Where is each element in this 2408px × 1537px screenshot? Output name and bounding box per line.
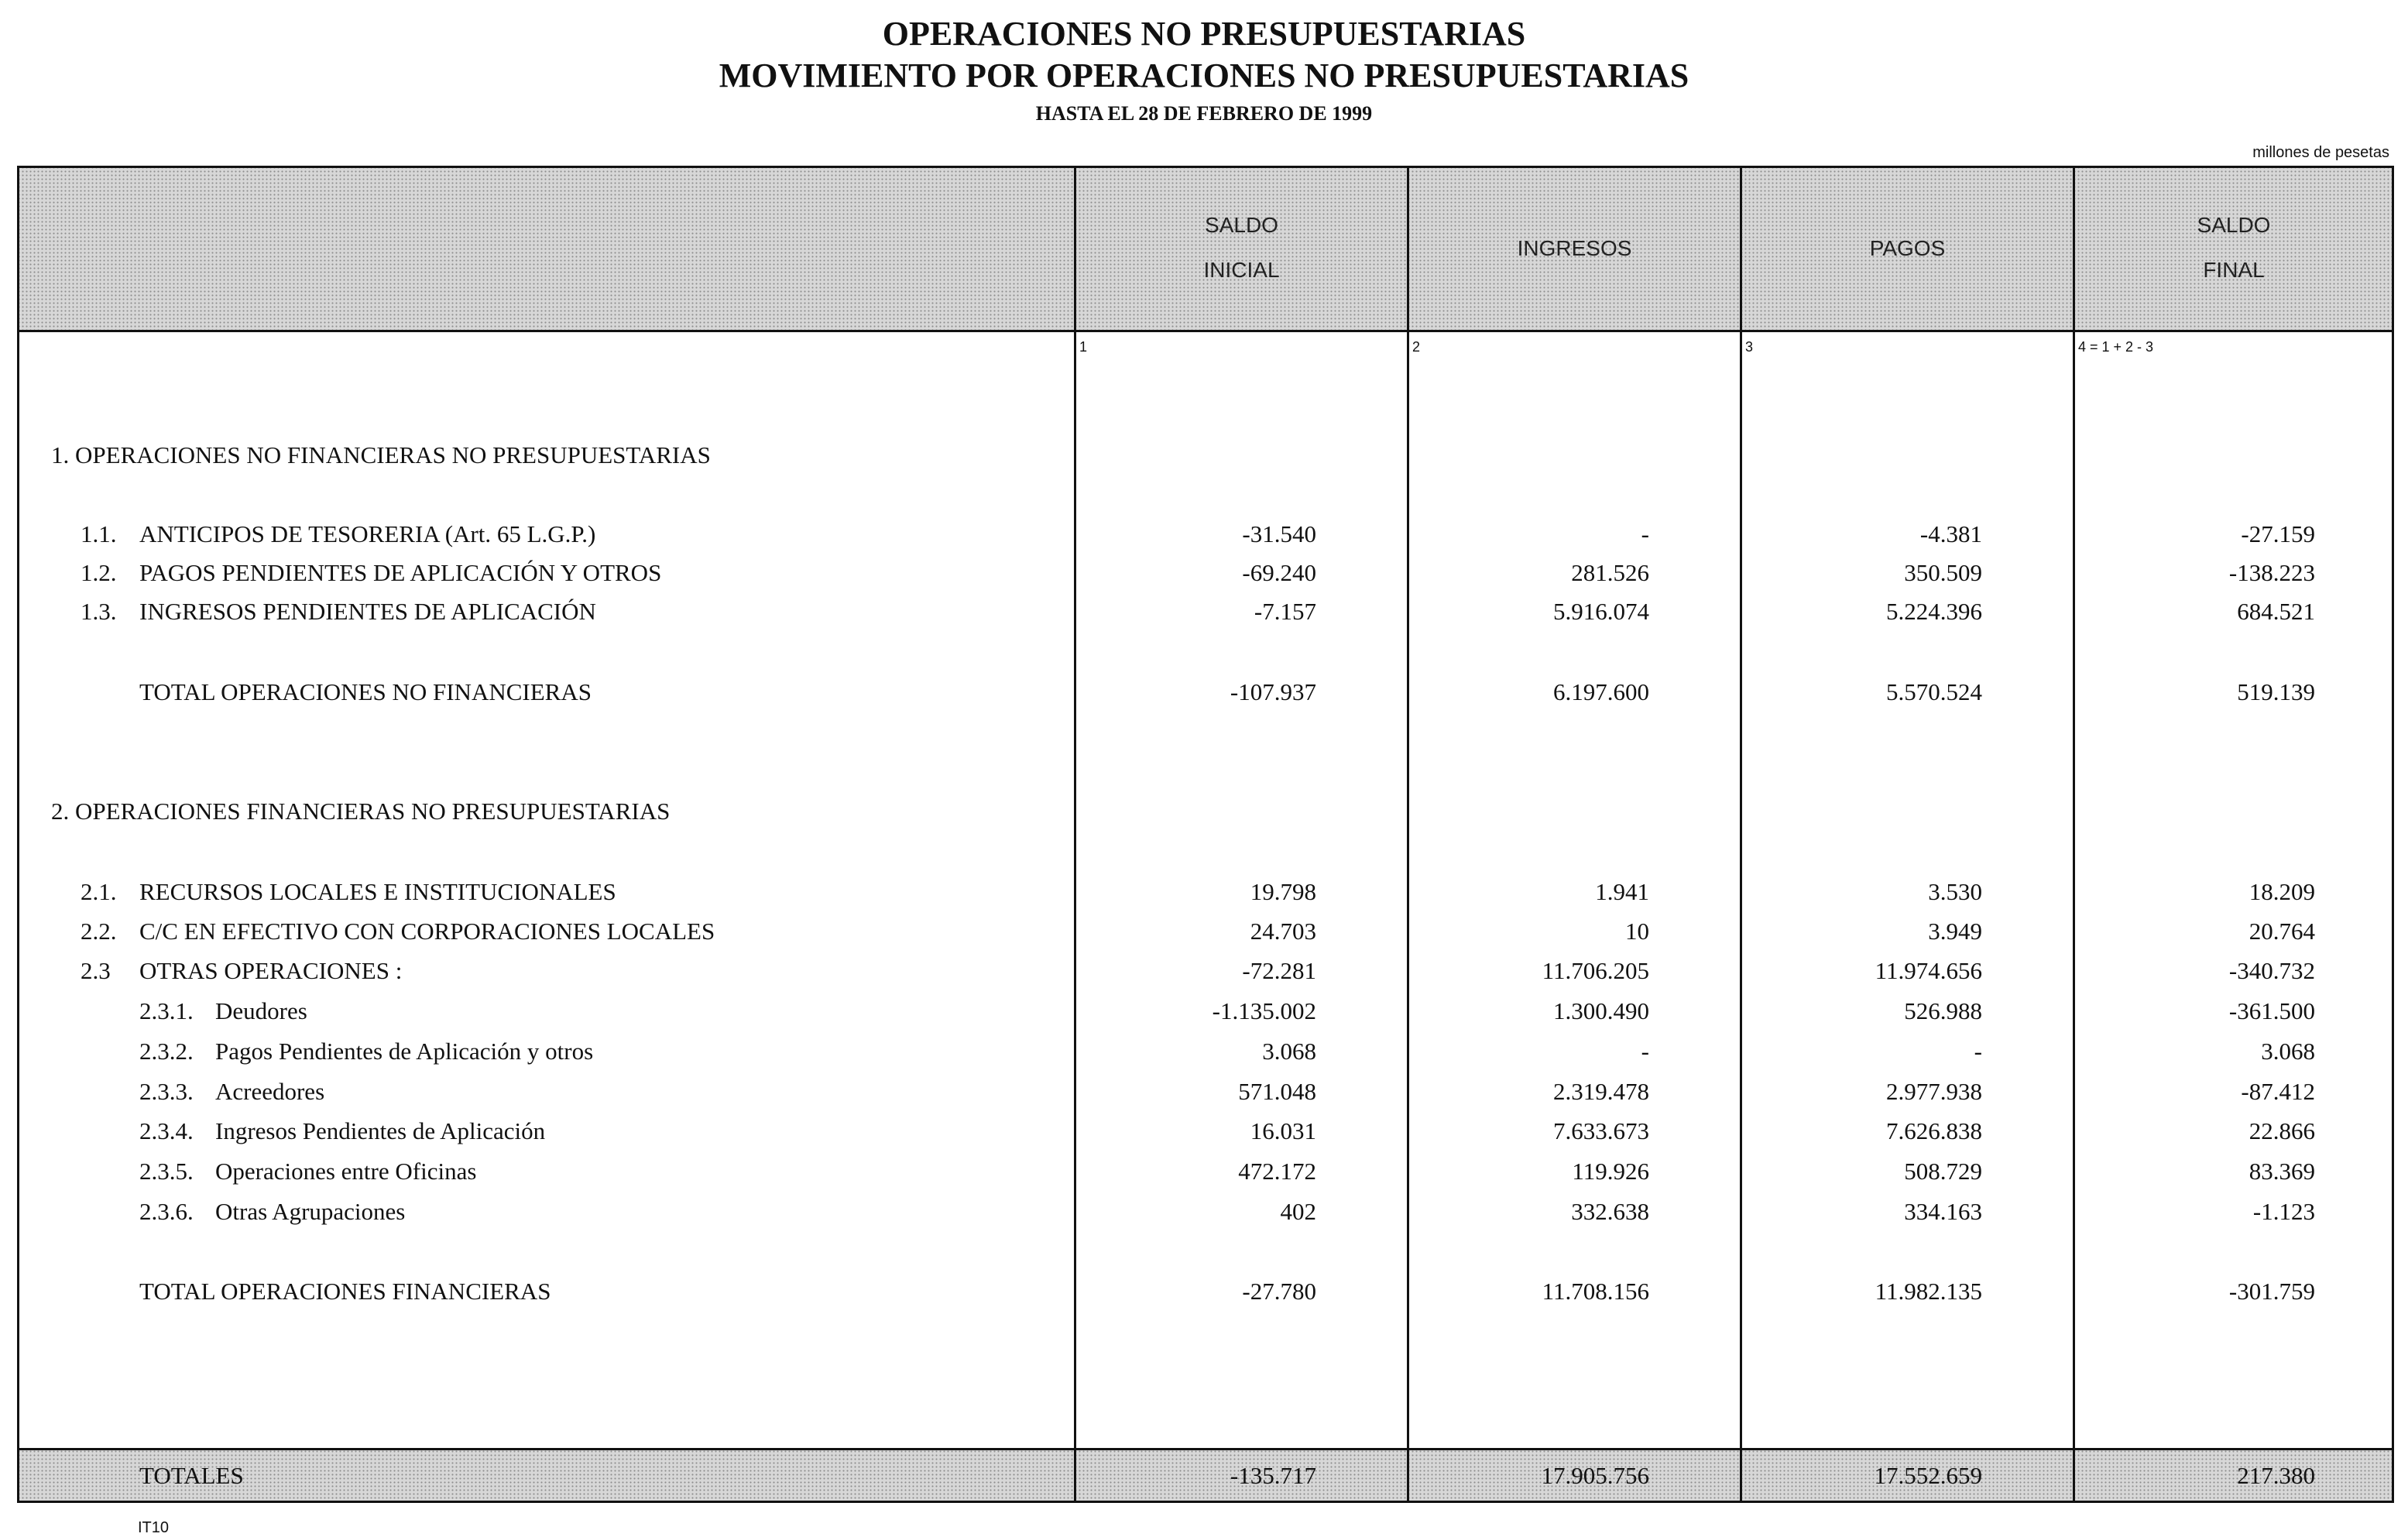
col-num-4: 4 = 1 + 2 - 3 xyxy=(2078,339,2154,355)
subtotal-row: TOTAL OPERACIONES NO FINANCIERAS -107.937 6.197.600 5.570.524 519.139 xyxy=(139,678,2315,705)
totals-row: TOTALES -135.717 17.905.756 17.552.659 217.380 xyxy=(139,1462,2315,1489)
page-subtitle: MOVIMIENTO POR OPERACIONES NO PRESUPUESTARIAS xyxy=(719,57,1689,94)
header-divider xyxy=(17,330,2394,332)
table-row: 2.3.4. Ingresos Pendientes de Aplicación 16.031 7.633.673 7.626.838 22.866 xyxy=(139,1117,2315,1144)
table-row: 1.3. INGRESOS PENDIENTES DE APLICACIÓN -7.157 5.916.074 5.224.396 684.521 xyxy=(81,598,2315,625)
col-header-ingresos: INGRESOS xyxy=(1517,236,1632,260)
table-row: 2.3.1. Deudores -1.135.002 1.300.490 526.988 -361.500 xyxy=(139,997,2315,1024)
table-row: 2.3.2. Pagos Pendientes de Aplicación y otros 3.068 - - 3.068 xyxy=(139,1038,2315,1065)
table-row: 2.3.3. Acreedores 571.048 2.319.478 2.977.938 -87.412 xyxy=(139,1078,2315,1105)
col-header-pagos: PAGOS xyxy=(1869,236,1946,260)
units-note: millones de pesetas xyxy=(2252,144,2389,161)
table-row: 2.3.6. Otras Agrupaciones 402 332.638 334.163 -1.123 xyxy=(139,1198,2315,1225)
table-row: 2.3.5. Operaciones entre Oficinas 472.172 119.926 508.729 83.369 xyxy=(139,1158,2315,1185)
col-num-2: 2 xyxy=(1412,339,1421,355)
col-header-saldo-final: SALDO FINAL xyxy=(2197,213,2271,282)
section-title-1: 1. OPERACIONES NO FINANCIERAS NO PRESUPUESTARIAS xyxy=(51,441,711,468)
table-row: 2.1. RECURSOS LOCALES E INSTITUCIONALES 19.798 1.941 3.530 18.209 xyxy=(81,878,2315,905)
col-header-saldo-inicial: SALDO INICIAL xyxy=(1203,213,1280,282)
date-range: HASTA EL 28 DE FEBRERO DE 1999 xyxy=(1035,102,1373,125)
col-num-3: 3 xyxy=(1745,339,1754,355)
table-row: 1.2. PAGOS PENDIENTES DE APLICACIÓN Y OTROS -69.240 281.526 350.509 -138.223 xyxy=(81,559,2315,586)
table-row: 2.3 OTRAS OPERACIONES : -72.281 11.706.205 11.974.656 -340.732 xyxy=(81,957,2315,984)
table-row: 2.2. C/C EN EFECTIVO CON CORPORACIONES LOCALES 24.703 10 3.949 20.764 xyxy=(81,918,2315,945)
footer-code: IT10 xyxy=(138,1519,170,1536)
page-title: OPERACIONES NO PRESUPUESTARIAS xyxy=(882,15,1526,53)
totals-divider xyxy=(17,1448,2394,1450)
col-num-1: 1 xyxy=(1079,339,1088,355)
subtotal-row: TOTAL OPERACIONES FINANCIERAS -27.780 11.708.156 11.982.135 -301.759 xyxy=(139,1278,2315,1305)
table-row: 1.1. ANTICIPOS DE TESORERIA (Art. 65 L.G.P.) -31.540 - -4.381 -27.159 xyxy=(81,520,2315,547)
section-title-2: 2. OPERACIONES FINANCIERAS NO PRESUPUESTARIAS xyxy=(51,798,671,825)
